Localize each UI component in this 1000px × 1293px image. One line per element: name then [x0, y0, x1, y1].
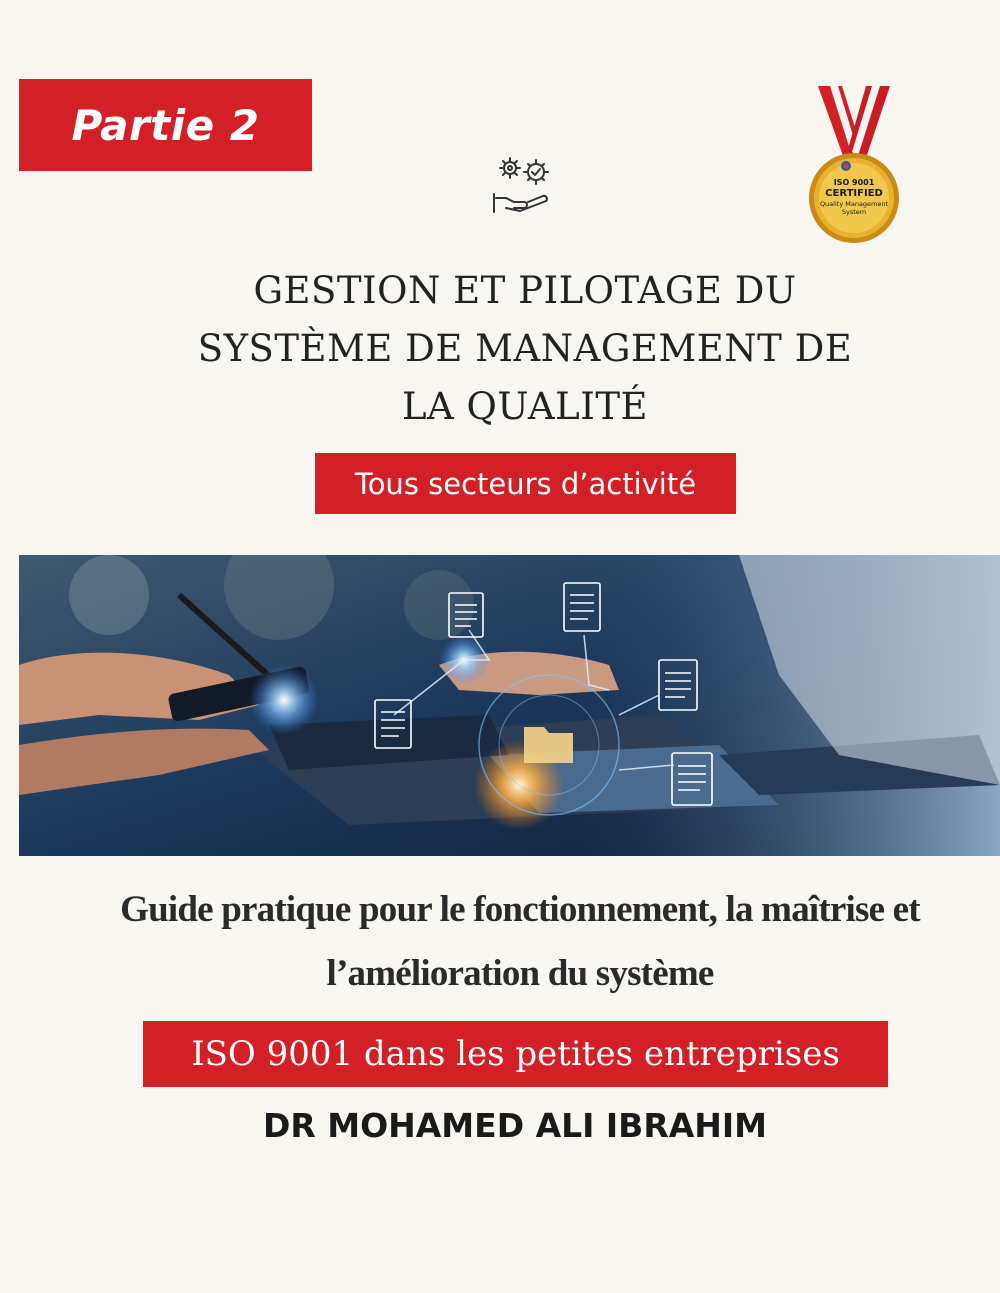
sector-label: Tous secteurs d’activité [354, 466, 697, 501]
hero-photo [19, 555, 1000, 856]
subtitle-line-2: l’amélioration du système [326, 953, 714, 994]
title-line-1: GESTION ET PILOTAGE DU [253, 269, 797, 312]
medal-line-2: CERTIFIED [825, 188, 883, 199]
medal-line-4: System [841, 208, 867, 216]
medal-ribbon-icon [806, 86, 902, 244]
author-name: DR MOHAMED ALI IBRAHIM [262, 1106, 768, 1145]
title-line-3: LA QUALITÉ [401, 385, 649, 428]
gears-hand-check-icon [490, 152, 560, 216]
medal-line-3: Quality Management [819, 200, 889, 208]
iso-badge [143, 1021, 888, 1087]
sector-badge [315, 453, 736, 514]
iso-certified-medal [806, 86, 902, 244]
part-badge [19, 79, 312, 171]
book-subtitle [60, 878, 980, 1006]
medal-line-1: ISO 9001 [833, 178, 875, 187]
title-line-2: SYSTÈME DE MANAGEMENT DE [197, 327, 853, 370]
medal-text [806, 178, 902, 216]
part-label: Partie 2 [71, 100, 260, 150]
business-people-laptop-documents-photo [19, 555, 1000, 856]
book-title [100, 262, 950, 436]
iso-label: ISO 9001 dans les petites entreprises [191, 1034, 840, 1074]
subtitle-line-1: Guide pratique pour le fonctionnement, la maîtrise et [120, 889, 920, 930]
